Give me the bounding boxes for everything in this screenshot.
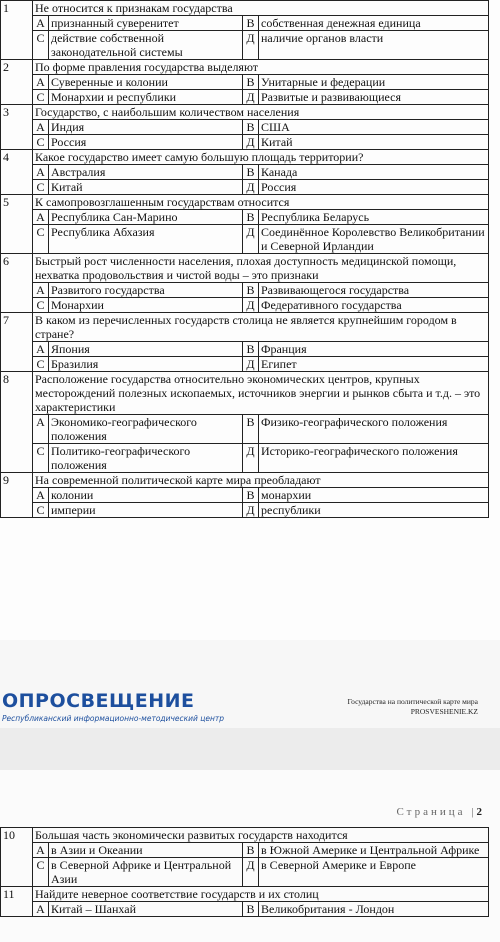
answer-row [1,283,489,298]
answer-row [1,902,489,917]
option-text[interactable]: Развитые и развивающиеся [259,90,489,105]
option-letter: B [243,120,259,135]
option-text[interactable]: Историко-географического положения [259,444,489,473]
option-letter: C [33,135,49,150]
option-text[interactable]: США [259,120,489,135]
option-letter: Д [243,357,259,372]
option-letter: C [33,298,49,313]
option-letter: B [243,283,259,298]
option-letter: B [243,342,259,357]
option-text[interactable]: Республика Сан-Марино [49,210,243,225]
question-text: Найдите неверное соответствие государств и их столиц [33,887,489,902]
option-letter: A [33,75,49,90]
option-letter: B [243,210,259,225]
answer-row [1,31,489,60]
question-row [1,105,489,120]
option-text[interactable]: Республика Абхазия [49,225,243,254]
option-text[interactable]: колонии [49,488,243,503]
answer-row [1,165,489,180]
option-text[interactable]: в Северной Африке и Центральной Азии [49,858,243,887]
answer-row [1,210,489,225]
questions-table-page2 [0,827,489,917]
question-text: Большая часть экономически развитых государств находится [33,828,489,843]
option-letter: A [33,283,49,298]
site-link[interactable]: PROSVESHENIE.KZ [410,707,478,716]
question-number: 11 [1,887,33,917]
answer-row [1,415,489,444]
answer-row [1,90,489,105]
option-letter: A [33,120,49,135]
question-row [1,60,489,75]
answer-row [1,135,489,150]
option-letter: C [33,31,49,60]
option-letter: C [33,90,49,105]
option-text[interactable]: Китай [259,135,489,150]
option-letter: Д [243,31,259,60]
option-text[interactable]: Франция [259,342,489,357]
page-number-label: Страница |2 [396,806,482,818]
option-letter: C [33,503,49,518]
option-text[interactable]: империи [49,503,243,518]
answer-row [1,503,489,518]
option-text[interactable]: Россия [259,180,489,195]
option-text[interactable]: Суверенные и колонии [49,75,243,90]
page-footer [0,640,500,728]
answer-row [1,843,489,858]
page-number: 2 [476,806,482,818]
question-row [1,254,489,283]
option-letter: C [33,444,49,473]
option-letter: C [33,858,49,887]
option-text[interactable]: Бразилия [49,357,243,372]
option-text[interactable]: Развивающегося государства [259,283,489,298]
option-letter: A [33,843,49,858]
option-letter: B [243,415,259,444]
option-letter: B [243,165,259,180]
answer-row [1,342,489,357]
option-text[interactable]: Китай – Шанхай [49,902,243,917]
option-text[interactable]: Федеративного государства [259,298,489,313]
option-text[interactable]: наличие органов власти [259,31,489,60]
option-text[interactable]: Индия [49,120,243,135]
option-text[interactable]: Развитого государства [49,283,243,298]
option-letter: A [33,342,49,357]
option-text[interactable]: Египет [259,357,489,372]
option-text[interactable]: признанный суверенитет [49,16,243,31]
option-letter: A [33,165,49,180]
option-text[interactable]: собственная денежная единица [259,16,489,31]
question-text: Государство, с наибольшим количеством населения [33,105,489,120]
prosveshenie-logo: ОПРОСВЕЩЕНИЕ [2,690,195,712]
option-text[interactable]: Республика Беларусь [259,210,489,225]
option-letter: B [243,902,259,917]
option-letter: Д [243,225,259,254]
question-number: 7 [1,313,33,372]
answer-row [1,180,489,195]
option-letter: C [33,225,49,254]
option-text[interactable]: Экономико-географического положения [49,415,243,444]
logo-subtitle: Республиканский информационно-методический центр [2,714,225,723]
option-letter: A [33,210,49,225]
question-number: 2 [1,60,33,105]
option-letter: C [33,357,49,372]
answer-row [1,75,489,90]
option-letter: B [243,75,259,90]
question-number: 5 [1,195,33,254]
question-text: Расположение государства относительно экономических центров, крупных месторождений полезных ископаемых, источников энергии и рынков сбыта и т.д. – это характеристики [33,372,489,415]
question-row [1,313,489,342]
option-text[interactable]: Физико-географического положения [259,415,489,444]
document-title: Государства на политической карте мира [347,697,478,706]
option-letter: A [33,488,49,503]
page-2 [0,770,500,942]
option-text[interactable]: Канада [259,165,489,180]
footer-info [347,697,478,717]
option-letter: B [243,16,259,31]
question-text: К самопровозглашенным государствам относится [33,195,489,210]
option-text[interactable]: Австралия [49,165,243,180]
question-text: В каком из перечисленных государств столица не является крупнейшим городом в стране? [33,313,489,342]
answer-row [1,357,489,372]
option-text[interactable]: Россия [49,135,243,150]
option-letter: Д [243,503,259,518]
question-row [1,372,489,415]
option-text[interactable]: в Южной Америке и Центральной Африке [259,843,489,858]
question-row [1,195,489,210]
option-letter: Д [243,858,259,887]
question-number: 9 [1,473,33,518]
option-text[interactable]: Соединённое Королевство Великобритании и Северной Ирландии [259,225,489,254]
option-letter: A [33,902,49,917]
option-text[interactable]: действие собственной законодательной системы [49,31,243,60]
option-letter: Д [243,90,259,105]
answer-row [1,488,489,503]
question-row [1,828,489,843]
question-number: 3 [1,105,33,150]
answer-row [1,444,489,473]
question-row [1,1,489,16]
option-letter: B [243,488,259,503]
question-text: Какое государство имеет самую большую площадь территории? [33,150,489,165]
question-text: Быстрый рост численности населения, плохая доступность медицинской помощи, нехватка продовольствия и чистой воды – это признаки [33,254,489,283]
question-number: 1 [1,1,33,60]
answer-row [1,225,489,254]
question-row [1,473,489,488]
page-separator [0,728,500,770]
answer-row [1,16,489,31]
answer-row [1,120,489,135]
option-letter: Д [243,135,259,150]
question-number: 4 [1,150,33,195]
option-text[interactable]: в Северной Америке и Европе [259,858,489,887]
option-text[interactable]: Монархии [49,298,243,313]
option-letter: Д [243,298,259,313]
option-letter: B [243,843,259,858]
option-text[interactable]: Япония [49,342,243,357]
question-text: Не относится к признакам государства [33,1,489,16]
option-text[interactable]: в Азии и Океании [49,843,243,858]
answer-row [1,298,489,313]
option-text[interactable]: республики [259,503,489,518]
question-row [1,150,489,165]
option-letter: A [33,415,49,444]
question-number: 8 [1,372,33,473]
question-row [1,887,489,902]
option-letter: C [33,180,49,195]
question-number: 10 [1,828,33,887]
option-text[interactable]: Китай [49,180,243,195]
option-text[interactable]: Унитарные и федерации [259,75,489,90]
option-letter: Д [243,444,259,473]
answer-row [1,858,489,887]
option-text[interactable]: монархии [259,488,489,503]
option-text[interactable]: Политико-географического положения [49,444,243,473]
option-text[interactable]: Великобритания - Лондон [259,902,489,917]
question-text: На современной политической карте мира преобладают [33,473,489,488]
question-number: 6 [1,254,33,313]
option-letter: Д [243,180,259,195]
option-text[interactable]: Монархии и республики [49,90,243,105]
question-text: По форме правления государства выделяют [33,60,489,75]
option-letter: A [33,16,49,31]
